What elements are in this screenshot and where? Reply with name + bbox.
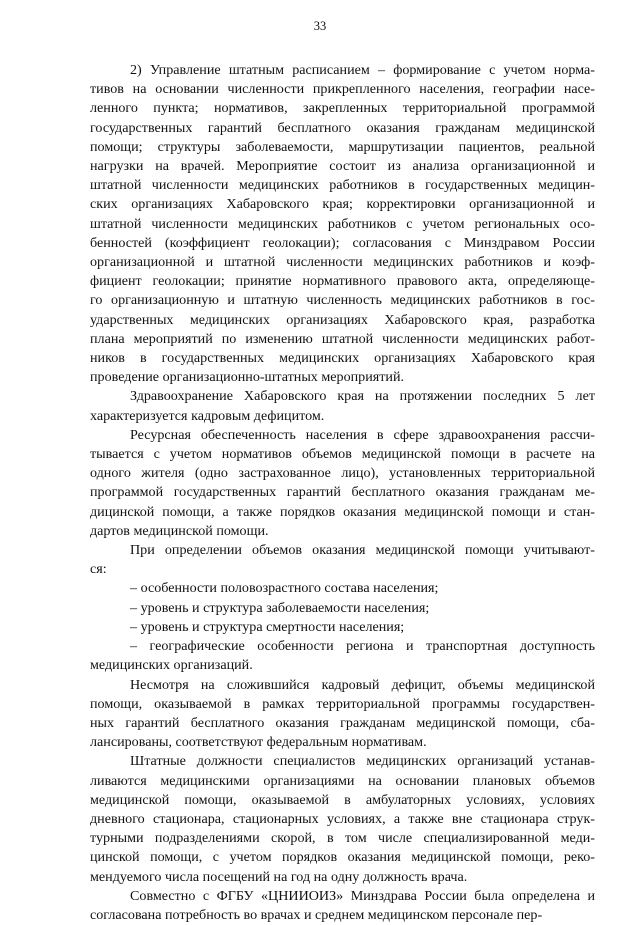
text-line: тивов на основании численности прикрепленного населения, географии насе- [90, 81, 595, 98]
text-line: – уровень и структура заболеваемости населения; [130, 599, 430, 616]
text-line: помощи; структуры заболеваемости, маршрутизации пациентов, реальной [90, 138, 595, 155]
text-line: Здравоохранение Хабаровского края на протяжении последних 5 лет [130, 388, 595, 405]
text-line: согласована потребность во врачах и среднем медицинском персонале пер- [90, 906, 543, 923]
text-line: Совместно с ФГБУ «ЦНИИОИЗ» Минздрава России была определена и [130, 887, 595, 904]
text-line: медицинской помощи, оказываемой в амбулаторных условиях, условиях [90, 791, 595, 808]
text-line: помощи, оказываемой в рамках территориальной программы государствен- [90, 695, 595, 712]
paragraph [90, 752, 595, 886]
text-line: медицинских организаций. [90, 657, 253, 674]
text-line: При определении объемов оказания медицинской помощи учитывают- [130, 542, 595, 559]
text-line: мендуемого числа посещений на год на одну должность врача. [90, 868, 468, 885]
text-line: цинской помощи, с учетом порядков оказания медицинской помощи, реко- [90, 849, 595, 866]
text-line: лансированы, соответствуют федеральным нормативам. [90, 734, 427, 751]
text-line: ливаются медицинскими организациями на основании плановых объемов [90, 772, 595, 789]
text-line: ударственных медицинских организациях Хабаровского края, разработка [90, 311, 595, 328]
paragraph [90, 599, 595, 618]
text-line: дицинской помощи, а также порядков оказания медицинской помощи и стан- [90, 503, 595, 520]
paragraph [90, 579, 595, 598]
text-line: тывается с учетом нормативов объемов медицинской помощи в расчете на [90, 446, 595, 463]
text-line: 2) Управление штатным расписанием – формирование с учетом норма- [130, 62, 595, 78]
text-line: ленного пункта; нормативов, закрепленных территориальной программой [90, 100, 595, 117]
text-line: штатной численности медицинских работников в государственных медицин- [90, 177, 595, 194]
paragraph [90, 541, 595, 579]
text-line: – уровень и структура смертности населения; [130, 618, 405, 635]
paragraph [90, 61, 595, 387]
text-line: характеризуется кадровым дефицитом. [90, 407, 325, 424]
paragraph [90, 426, 595, 541]
page-number: 33 [313, 19, 327, 33]
text-line: проведение организационно-штатных мероприятий. [90, 369, 405, 386]
paragraph [90, 387, 595, 425]
text-line: дневного стационара, стационарных условиях, а также вне стационара струк- [90, 810, 595, 827]
text-line: ных гарантий бесплатного оказания гражданам медицинской помощи, сба- [90, 714, 595, 731]
text-line: Несмотря на сложившийся кадровый дефицит, объемы медицинской [130, 676, 595, 693]
text-line: – географические особенности региона и транспортная доступность [130, 638, 595, 655]
text-line: одного жителя (одно застрахованное лицо), установленных территориальной [90, 465, 595, 482]
text-line: ся: [90, 561, 107, 578]
text-line: организационной и штатной численности медицинских работников и коэф- [90, 254, 595, 271]
text-line: дартов медицинской помощи. [90, 522, 269, 539]
text-line: ников в государственных медицинских организациях Хабаровского края [90, 350, 595, 367]
text-line: плана мероприятий по изменению штатной численности медицинских работ- [90, 330, 595, 347]
paragraph [90, 887, 595, 925]
text-line: го организационную и штатную численность медицинских работников в гос- [90, 292, 595, 309]
text-line: ских организациях Хабаровского края; корректировки организационной и [90, 196, 595, 213]
text-line: Штатные должности специалистов медицинских организаций устанав- [130, 753, 595, 770]
paragraph [90, 637, 595, 675]
text-line: бенностей (коэффициент геолокации); согласования с Минздравом России [90, 234, 595, 251]
text-line: фициент геолокации; принятие нормативного правового акта, определяюще- [90, 273, 595, 290]
text-line: государственных гарантий бесплатного оказания гражданам медицинской [90, 119, 595, 136]
text-line: нагрузки на врачей. Мероприятие состоит из анализа организационной и [90, 158, 595, 175]
text-line: штатной численности медицинских работников с учетом региональных осо- [90, 215, 595, 232]
text-line: турными подразделениями скорой, в том числе специализированной меди- [90, 830, 595, 847]
text-line: программой государственных гарантий бесплатного оказания гражданам ме- [90, 484, 595, 501]
paragraph [90, 676, 595, 753]
text-line: Ресурсная обеспеченность населения в сфере здравоохранения рассчи- [130, 426, 595, 443]
paragraph [90, 618, 595, 637]
document-body [90, 61, 595, 925]
text-line: – особенности половозрастного состава населения; [130, 580, 439, 597]
